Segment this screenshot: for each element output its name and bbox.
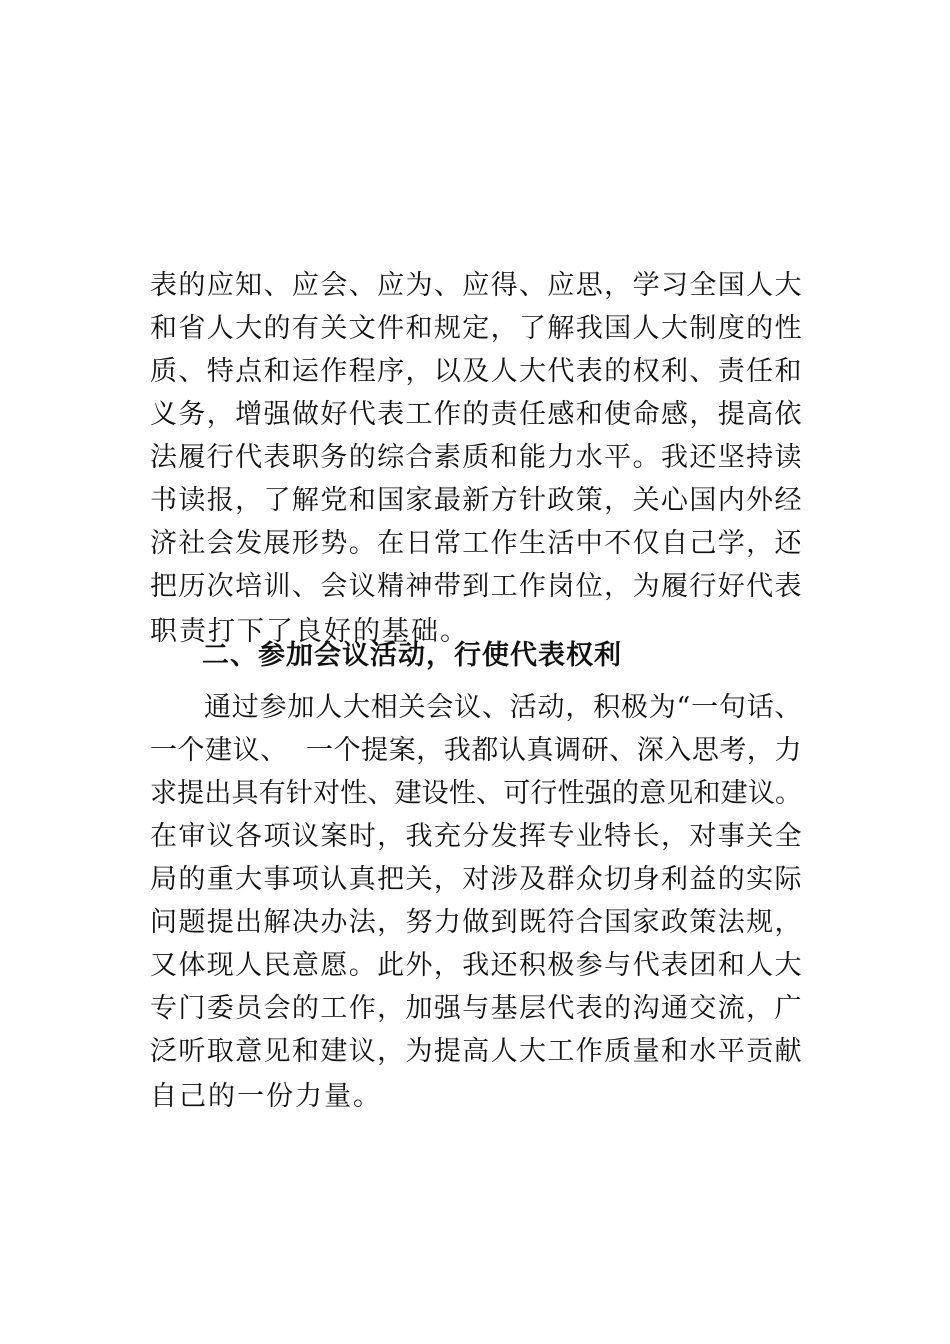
paragraph-line: 泛听取意见和建议，为提高人大工作质量和水平贡献: [150, 1036, 802, 1067]
paragraph-line: 专门委员会的工作，加强与基层代表的沟通交流，广: [150, 993, 802, 1024]
paragraph-line: 表的应知、应会、应为、应得、应思，学习全国人大: [150, 270, 802, 301]
paragraph-line: 局的重大事项认真把关，对涉及群众切身利益的实际: [150, 864, 802, 895]
paragraph-line: 法履行代表职务的综合素质和能力水平。我还坚持读: [150, 442, 802, 473]
paragraph-line: 把历次培训、会议精神带到工作岗位，为履行好代表: [150, 571, 802, 602]
paragraph-line: 通过参加人大相关会议、活动，积极为“一句话、: [204, 692, 802, 723]
paragraph-line: 自己的一份力量。: [150, 1081, 382, 1112]
paragraph-line: 问题提出解决办法，努力做到既符合国家政策法规，: [150, 907, 802, 938]
paragraph-line: 职责打下了良好的基础。: [150, 616, 469, 647]
section-heading: 二、参加会议活动，行使代表权利: [202, 640, 622, 671]
paragraph-line: 在审议各项议案时，我充分发挥专业特长，对事关全: [150, 821, 802, 852]
paragraph-line: 义务，增强做好代表工作的责任感和使命感，提高依: [150, 399, 802, 430]
paragraph-line: 又体现人民意愿。此外，我还积极参与代表团和人大: [150, 950, 802, 981]
paragraph-line: 求提出具有针对性、建设性、可行性强的意见和建议。: [150, 778, 802, 809]
paragraph-line: 书读报，了解党和国家最新方针政策，关心国内外经: [150, 485, 802, 516]
paragraph-line: 济社会发展形势。在日常工作生活中不仅自己学，还: [150, 528, 802, 559]
paragraph-line: 质、特点和运作程序，以及人大代表的权利、责任和: [150, 356, 802, 387]
paragraph-line: 一个建议、 一个提案，我都认真调研、深入思考，力: [150, 735, 802, 766]
paragraph-line: 和省人大的有关文件和规定，了解我国人大制度的性: [150, 313, 802, 344]
